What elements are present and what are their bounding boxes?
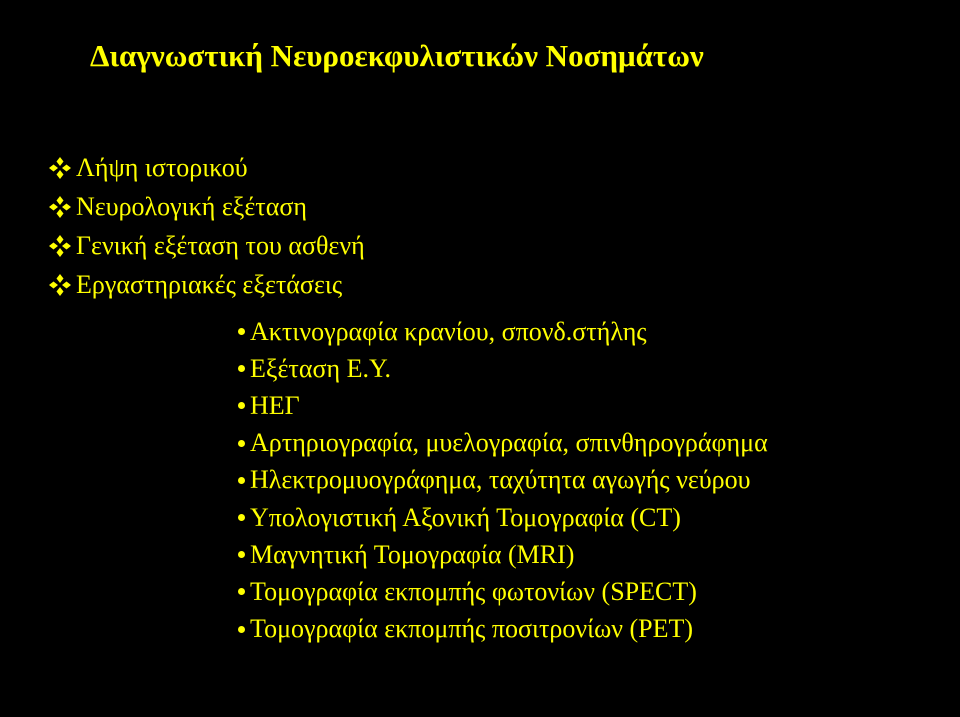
bullet-dot-icon (238, 514, 245, 521)
sub-item-label: Τομογραφία εκπομπής ποσιτρονίων (PET) (250, 614, 694, 644)
slide-title: Διαγνωστική Νευροεκφυλιστικών Νοσημάτων (90, 38, 704, 73)
sub-item-label: Τομογραφία εκπομπής φωτονίων (SPECT) (250, 576, 697, 606)
bullet-dot-icon (238, 365, 245, 372)
list-item (238, 387, 768, 424)
bullet-dot-icon (238, 626, 245, 633)
bullet-dot-icon (238, 440, 245, 447)
list-item (238, 573, 768, 610)
four-diamond-bullet-icon (46, 193, 74, 221)
sub-item-label: Ακτινογραφία κρανίου, σπονδ.στήλης (250, 316, 647, 346)
list-item (46, 226, 365, 265)
four-diamond-bullet-icon (46, 154, 74, 182)
list-item (238, 313, 768, 350)
sub-item-label: ΗΕΓ (250, 390, 300, 420)
main-item-label: Νευρολογική εξέταση (76, 191, 307, 221)
bullet-dot-icon (238, 588, 245, 595)
four-diamond-bullet-icon (46, 271, 74, 299)
main-item-label: Εργαστηριακές εξετάσεις (76, 269, 343, 299)
sub-bullet-list (238, 313, 768, 648)
sub-item-label: Αρτηριογραφία, μυελογραφία, σπινθηρογράφημα (250, 428, 768, 458)
bullet-dot-icon (238, 477, 245, 484)
sub-item-label: Εξέταση Ε.Υ. (250, 353, 392, 383)
sub-item-label: Μαγνητική Τομογραφία (MRI) (250, 539, 575, 569)
four-diamond-bullet-icon (46, 232, 74, 260)
sub-item-label: Ηλεκτρομυογράφημα, ταχύτητα αγωγής νεύρου (250, 465, 751, 495)
sub-item-label: Υπολογιστική Αξονική Τομογραφία (CT) (250, 502, 681, 532)
list-item (46, 265, 365, 304)
list-item (238, 425, 768, 462)
list-item (238, 462, 768, 499)
list-item (238, 611, 768, 648)
list-item (238, 350, 768, 387)
list-item (46, 148, 365, 187)
bullet-dot-icon (238, 551, 245, 558)
main-item-label: Λήψη ιστορικού (76, 152, 248, 182)
bullet-dot-icon (238, 402, 245, 409)
list-item (238, 499, 768, 536)
main-bullet-list (46, 148, 365, 304)
main-item-label: Γενική εξέταση του ασθενή (76, 230, 365, 260)
list-item (238, 536, 768, 573)
list-item (46, 187, 365, 226)
bullet-dot-icon (238, 328, 245, 335)
